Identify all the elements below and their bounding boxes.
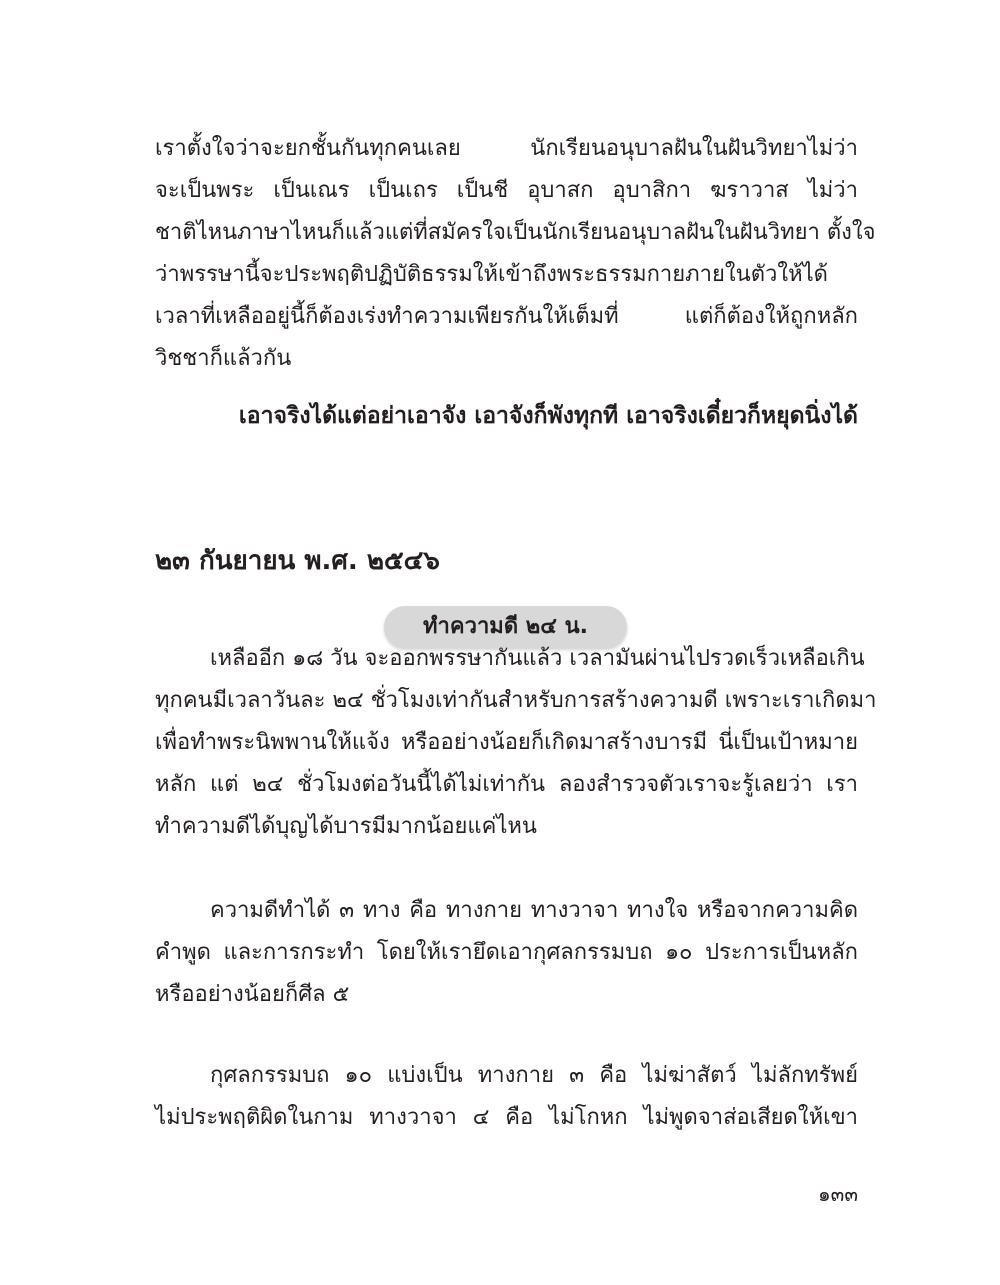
text-line: เวลาที่เหลืออยู่นี้ก็ต้องเร่งทำความเพียรกันให้เต็มที่ แต่ก็ต้องให้ถูกหลัก xyxy=(155,304,858,329)
section-title-pill: ทำความดี ๒๔ น. xyxy=(384,606,627,648)
text-line: ว่าพรรษานี้จะประพฤติปฏิบัติธรรมให้เข้าถึงพระธรรมกายภายในตัวให้ได้ xyxy=(155,262,828,287)
date-heading: ๒๓ กันยายน พ.ศ. ๒๕๔๖ xyxy=(155,546,440,576)
text-line: เพื่อทำพระนิพพานให้แจ้ง หรืออย่างน้อยก็เกิดมาสร้างบารมี นี่เป็นเป้าหมาย xyxy=(155,730,858,755)
text-line: วิชชาก็แล้วกัน xyxy=(155,346,292,371)
paragraph-remaining-days xyxy=(155,638,877,848)
paragraph-intentions xyxy=(155,128,876,380)
bold-quote: เอาจริงได้แต่อย่าเอาจัง เอาจังก็พังทุกที เอาจริงเดี๋ยวก็หยุดนิ่งได้ xyxy=(238,403,858,429)
text-line: ไม่ประพฤติผิดในกาม ทางวาจา ๔ คือ ไม่โกหก ไม่พูดจาส่อเสียดให้เขา xyxy=(155,1105,858,1130)
text-line: ทุกคนมีเวลาวันละ ๒๔ ชั่วโมงเท่ากันสำหรับการสร้างความดี เพราะเราเกิดมา xyxy=(155,688,877,713)
text-line: หรืออย่างน้อยก็ศีล ๕ xyxy=(155,982,350,1007)
text-line: กุศลกรรมบถ ๑๐ แบ่งเป็น ทางกาย ๓ คือ ไม่ฆ่าสัตว์ ไม่ลักทรัพย์ xyxy=(210,1063,858,1088)
text-line: ทำความดีได้บุญได้บารมีมากน้อยแค่ไหน xyxy=(155,814,537,839)
text-line: คำพูด และการกระทำ โดยให้เรายึดเอากุศลกรรมบถ ๑๐ ประการเป็นหลัก xyxy=(155,940,858,965)
text-line: เราตั้งใจว่าจะยกชั้นกันทุกคนเลย นักเรียนอนุบาลฝันในฝันวิทยาไม่ว่า xyxy=(155,136,858,161)
text-line: ชาติไหนภาษาไหนก็แล้วแต่ที่สมัครใจเป็นนักเรียนอนุบาลฝันในฝันวิทยา ตั้งใจ xyxy=(155,220,876,245)
text-line: จะเป็นพระ เป็นเณร เป็นเถร เป็นชี อุบาสก อุบาสิกา ฆราวาส ไม่ว่า xyxy=(155,178,858,203)
paragraph-three-ways xyxy=(155,890,858,1016)
paragraph-wholesome-actions xyxy=(155,1055,858,1139)
text-line: ความดีทำได้ ๓ ทาง คือ ทางกาย ทางวาจา ทางใจ หรือจากความคิด xyxy=(210,898,858,923)
text-line: เหลืออีก ๑๘ วัน จะออกพรรษากันแล้ว เวลามันผ่านไปรวดเร็วเหลือเกิน xyxy=(210,646,865,671)
text-line: หลัก แต่ ๒๔ ชั่วโมงต่อวันนี้ได้ไม่เท่ากัน ลองสำรวจตัวเราจะรู้เลยว่า เรา xyxy=(155,772,858,797)
page-number: ๑๓๓ xyxy=(817,1182,858,1206)
